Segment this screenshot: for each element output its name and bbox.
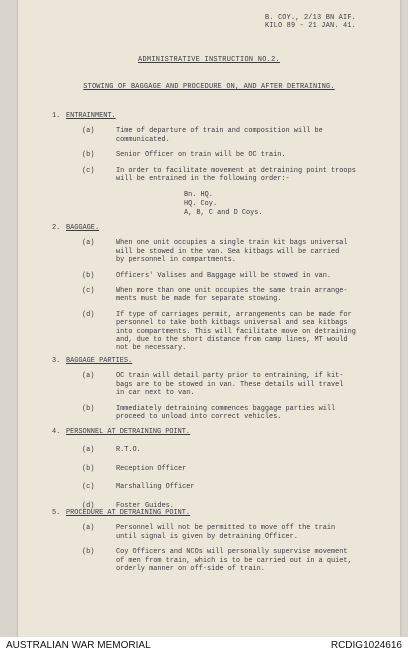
- section-number: 3.: [52, 357, 61, 365]
- list-item: (a) Time of departure of train and composition will be communicated.: [82, 127, 323, 144]
- list-item: (a) Personnel will not be permitted to move off the train until signal is given by detraining Officer.: [82, 524, 336, 541]
- list-item: (a) When one unit occupies a single train kit bags universal will be stowed in the van. Sea kitbags will be carried by personnel in compartments.: [82, 239, 348, 265]
- header-line-2: KILO 89 - 21 JAN. 41.: [264, 22, 356, 31]
- list-item: (b) Senior Officer on train will be OC train.: [82, 151, 286, 160]
- section-title: PERSONNEL AT DETRAINING POINT.: [66, 428, 191, 436]
- header-line-1: B. COY., 2/13 BN AIF.: [264, 14, 356, 22]
- list-item: (c) When more than one unit occupies the same train arrange- ments must be made for separate stowing.: [82, 287, 348, 304]
- list-item: (d) If type of carriages permit, arrangements can be made for personnel to take both kitbags universal and sea kitbags into compartments. This will facilitate move on detraining and, due to the short distance from camp lines, MT would not be necessary.: [82, 310, 356, 353]
- list-item: (a) OC train will detail party prior to entraining, if kit- bags are to be stowed in van. These details will travel in car next to van.: [82, 372, 344, 398]
- unit-entry: HQ. Coy.: [184, 200, 218, 209]
- list-item: (c) In order to facilitate movement at detraining point troops will be entrained in the following order:-: [82, 166, 356, 184]
- section-baggage: [52, 224, 370, 353]
- footer-record-id: RCDIG1024616: [330, 640, 402, 651]
- list-item: (a) R.T.O.: [82, 446, 141, 455]
- document-title: ADMINISTRATIVE INSTRUCTION NO.2.: [138, 56, 280, 64]
- entrainment-order-list: [184, 191, 370, 217]
- list-item: (c) Marshalling Officer: [82, 483, 195, 492]
- section-number: 1.: [52, 112, 61, 120]
- list-item: (b) Officers' Valises and Baggage will be stowed in van.: [82, 271, 332, 280]
- section-title: BAGGAGE.: [66, 224, 100, 232]
- list-item: (b) Coy Officers and NCOs will personally supervise movement of men from train, which is to be carried out in a quiet, orderly manner on off-side of train.: [82, 548, 352, 574]
- section-title: ENTRAINMENT.: [66, 112, 116, 120]
- list-item: (b) Reception Officer: [82, 464, 187, 473]
- section-procedure: [52, 509, 370, 573]
- section-number: 2.: [52, 224, 61, 232]
- unit-entry: A, B, C and D Coys.: [184, 208, 263, 217]
- list-item: (d) Foster Guides.: [82, 501, 174, 510]
- archive-footer: [0, 637, 408, 654]
- section-title: PROCEDURE AT DETRAINING POINT.: [66, 509, 191, 517]
- section-title: BAGGAGE PARTIES.: [66, 357, 133, 365]
- document-subtitle: STOWING OF BAGGAGE AND PROCEDURE ON, AND AFTER DETRAINING.: [83, 83, 335, 91]
- footer-source: AUSTRALIAN WAR MEMORIAL: [6, 640, 151, 651]
- section-baggage-parties: [52, 357, 370, 421]
- list-item: (b) Immediately detraining commences baggage parties will proceed to unload into correct vehicles.: [82, 404, 336, 422]
- section-personnel: [52, 428, 370, 510]
- section-entrainment: [52, 112, 370, 217]
- document-header: [265, 14, 356, 31]
- document-page: [18, 0, 400, 637]
- section-number: 4.: [52, 428, 61, 436]
- unit-entry: Bn. HQ.: [184, 191, 213, 200]
- section-number: 5.: [52, 509, 61, 517]
